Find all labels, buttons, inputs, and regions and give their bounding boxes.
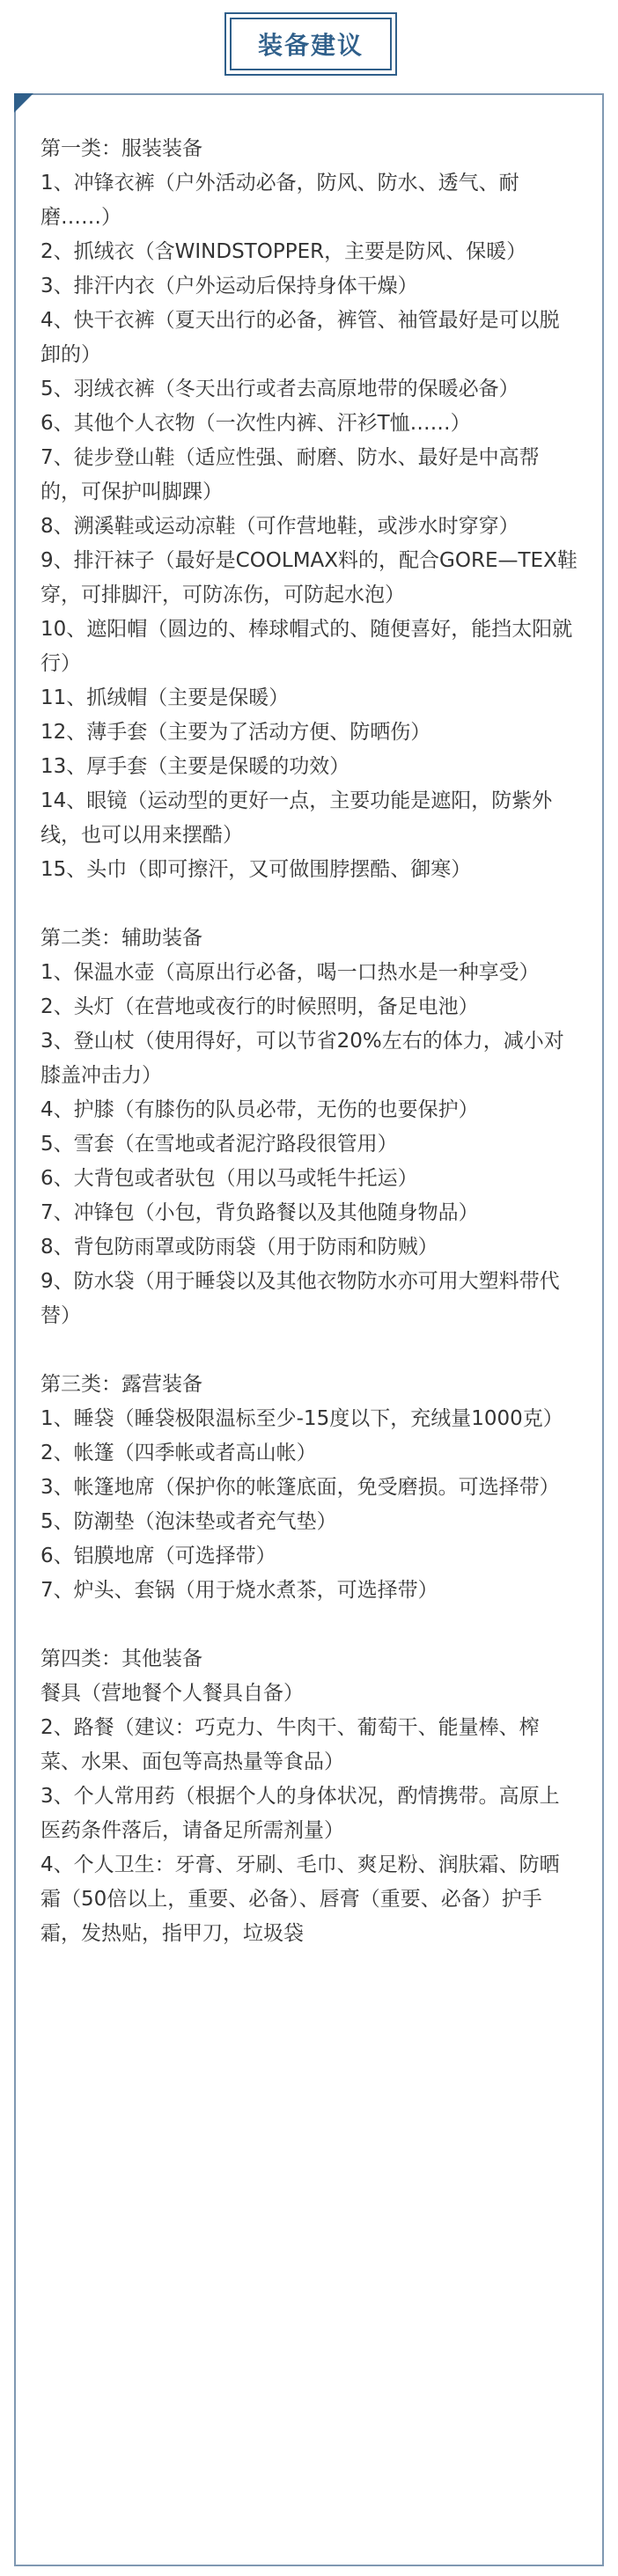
- content: [40, 132, 579, 1985]
- list-item: 3、登山杖（使用得好，可以节省20%左右的体力，减小对膝盖冲击力）: [40, 1030, 564, 1087]
- section-auxiliary: [40, 921, 579, 1333]
- page-title: 装备建议: [230, 18, 392, 70]
- list-item: 15、头巾（即可擦汗，又可做围脖摆酷、御寒）: [40, 858, 472, 881]
- list-item: 餐具（营地餐个人餐具自备）: [40, 1682, 304, 1705]
- section-other: [40, 1642, 579, 1951]
- list-item: 1、睡袋（睡袋极限温标至少-15度以下，充绒量1000克）: [40, 1407, 563, 1430]
- list-item: 5、防潮垫（泡沫垫或者充气垫）: [40, 1510, 337, 1533]
- list-item: 5、羽绒衣裤（冬天出行或者去高原地带的保暖必备）: [40, 378, 519, 400]
- list-item: 3、排汗内衣（户外运动后保持身体干燥）: [40, 275, 418, 297]
- list-item: 8、背包防雨罩或防雨袋（用于防雨和防贼）: [40, 1236, 438, 1259]
- list-item: 6、其他个人衣物（一次性内裤、汗衫T恤……）: [40, 412, 471, 435]
- list-item: 2、帐篷（四季帐或者高山帐）: [40, 1442, 317, 1464]
- list-item: 3、个人常用药（根据个人的身体状况，酌情携带。高原上医药条件落后，请备足所需剂量）: [40, 1785, 560, 1842]
- list-item: 4、快干衣裤（夏天出行的必备，裤管、袖管最好是可以脱卸的）: [40, 309, 560, 366]
- list-item: 4、护膝（有膝伤的队员必带，无伤的也要保护）: [40, 1098, 479, 1121]
- title-box: [224, 12, 397, 76]
- list-item: 11、抓绒帽（主要是保暖）: [40, 686, 290, 709]
- section-title: 第二类：辅助装备: [40, 927, 202, 950]
- section-clothing: [40, 132, 579, 887]
- content-frame: [14, 93, 604, 2566]
- list-item: 2、头灯（在营地或夜行的时候照明，备足电池）: [40, 995, 479, 1018]
- list-item: 7、炉头、套锅（用于烧水煮茶，可选择带）: [40, 1579, 438, 1602]
- corner-triangle: [14, 93, 33, 113]
- list-item: 7、冲锋包（小包，背负路餐以及其他随身物品）: [40, 1201, 479, 1224]
- section-title: 第一类：服装装备: [40, 137, 202, 160]
- list-item: 6、大背包或者驮包（用以马或牦牛托运）: [40, 1167, 418, 1190]
- list-item: 14、眼镜（运动型的更好一点，主要功能是遮阳，防紫外线，也可以用来摆酷）: [40, 789, 553, 847]
- list-item: 2、路餐（建议：巧克力、牛肉干、葡萄干、能量棒、榨菜、水果、面包等高热量等食品）: [40, 1716, 540, 1773]
- list-item: 12、薄手套（主要为了活动方便、防晒伤）: [40, 721, 431, 744]
- list-item: 1、冲锋衣裤（户外活动必备，防风、防水、透气、耐磨……）: [40, 172, 519, 229]
- list-item: 8、溯溪鞋或运动凉鞋（可作营地鞋，或涉水时穿穿）: [40, 515, 519, 538]
- section-title: 第四类：其他装备: [40, 1648, 202, 1670]
- list-item: 4、个人卫生：牙膏、牙刷、毛巾、爽足粉、润肤霜、防晒霜（50倍以上，重要、必备）、唇膏（重要、必备）护手霜，发热贴，指甲刀，垃圾袋: [40, 1853, 560, 1945]
- list-item: 1、保温水壶（高原出行必备，喝一口热水是一种享受）: [40, 961, 540, 984]
- list-item: 10、遮阳帽（圆边的、棒球帽式的、随便喜好，能挡太阳就行）: [40, 618, 573, 675]
- list-item: 9、防水袋（用于睡袋以及其他衣物防水亦可用大塑料带代替）: [40, 1270, 560, 1327]
- list-item: 7、徒步登山鞋（适应性强、耐磨、防水、最好是中高帮的，可保护叫脚踝）: [40, 446, 540, 503]
- section-camping: [40, 1368, 579, 1608]
- list-item: 2、抓绒衣（含WINDSTOPPER，主要是防风、保暖）: [40, 240, 527, 263]
- section-title: 第三类：露营装备: [40, 1373, 202, 1396]
- list-item: 13、厚手套（主要是保暖的功效）: [40, 755, 350, 778]
- list-item: 3、帐篷地席（保护你的帐篷底面，免受磨损。可选择带）: [40, 1476, 560, 1499]
- list-item: 6、铝膜地席（可选择带）: [40, 1545, 276, 1567]
- list-item: 9、排汗袜子（最好是COOLMAX料的，配合GORE—TEX鞋穿，可排脚汗，可防冻伤，可防起水泡）: [40, 549, 578, 606]
- list-item: 5、雪套（在雪地或者泥泞路段很管用）: [40, 1133, 398, 1156]
- title-area: [0, 0, 618, 88]
